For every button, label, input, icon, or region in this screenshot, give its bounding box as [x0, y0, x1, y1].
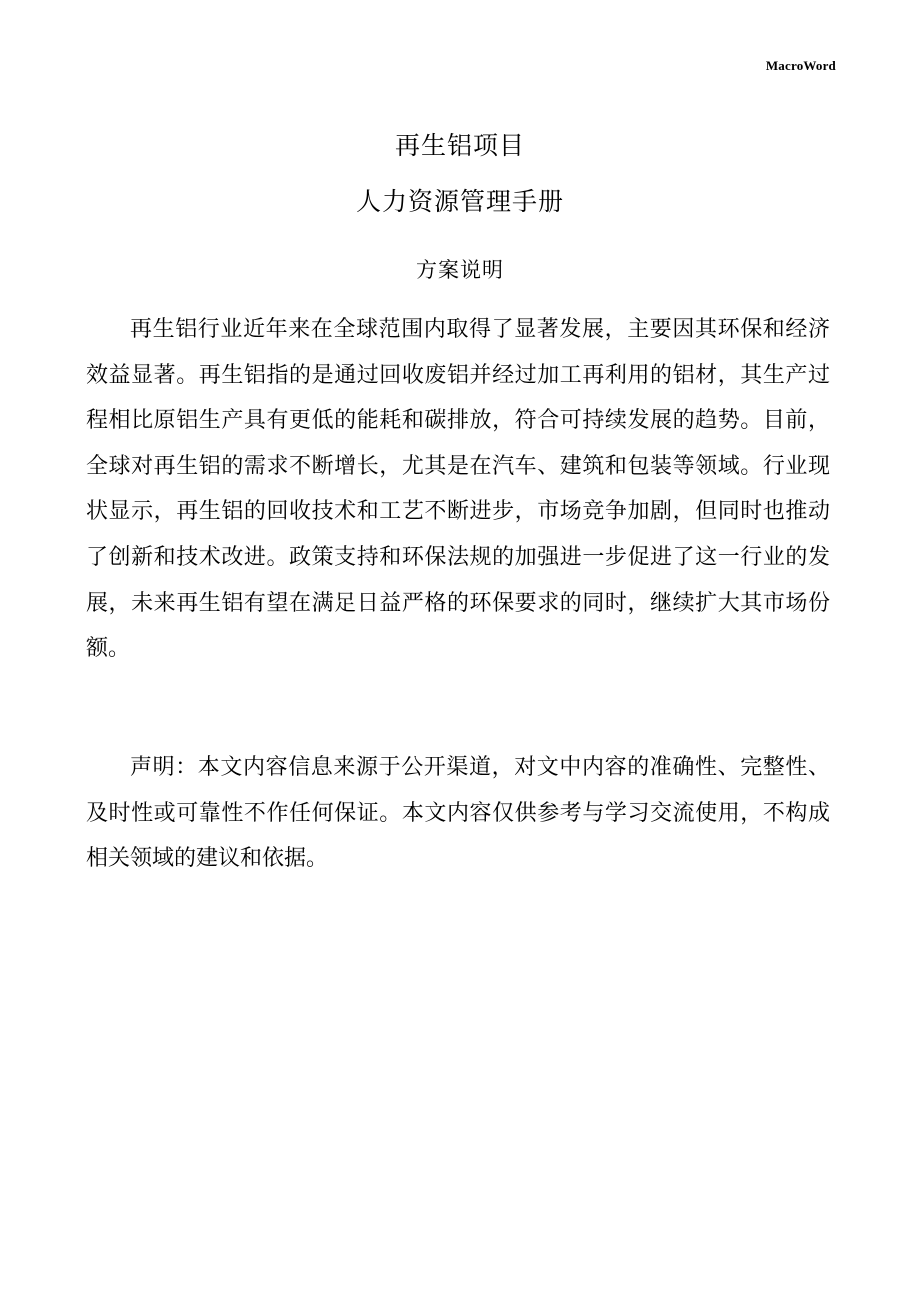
paragraph-disclaimer: 声明：本文内容信息来源于公开渠道，对文中内容的准确性、完整性、及时性或可靠性不作任何保证。本文内容仅供参考与学习交流使用，不构成相关领域的建议和依据。	[86, 755, 830, 872]
header-brand: MacroWord	[765, 58, 836, 73]
title-line-2: 人力资源管理手册	[355, 187, 564, 216]
document-title	[0, 118, 920, 230]
section-heading: 方案说明	[416, 258, 504, 282]
title-line-1: 再生铝项目	[394, 131, 525, 160]
paragraph-intro: 再生铝行业近年来在全球范围内取得了显著发展，主要因其环保和经济效益显著。再生铝指的是通过回收废铝并经过加工再利用的铝材，其生产过程相比原铝生产具有更低的能耗和碳排放，符合可持续发展的趋势。目前，全球对再生铝的需求不断增长，尤其是在汽车、建筑和包装等领域。行业现状显示，再生铝的回收技术和工艺不断进步，市场竞争加剧，但同时也推动了创新和技术改进。政策支持和环保法规的加强进一步促进了这一行业的发展，未来再生铝有望在满足日益严格的环保要求的同时，继续扩大其市场份额。	[86, 317, 830, 662]
